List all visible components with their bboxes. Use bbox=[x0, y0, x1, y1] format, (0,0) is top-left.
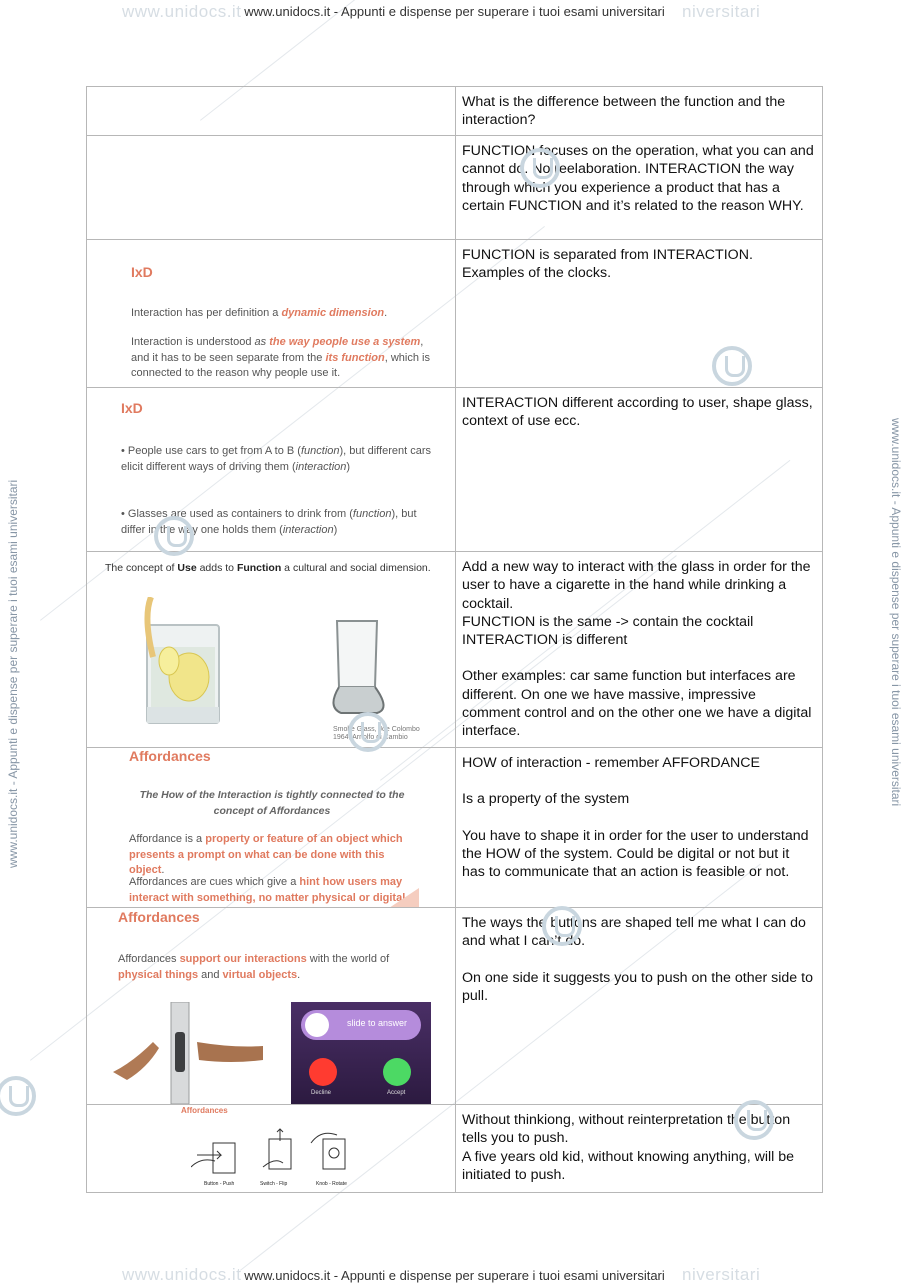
watermark-logo-icon bbox=[734, 1100, 774, 1140]
door-handle-image bbox=[113, 1002, 263, 1104]
watermark-logo-icon bbox=[0, 1076, 36, 1116]
slide-bullet: • People use cars to get from A to B (function), but different cars elicit different ways of driving them (interaction) bbox=[121, 445, 432, 473]
note-text: The ways the buttons are shaped tell me what I can do and what I can’t do. bbox=[462, 915, 806, 950]
slide-affordances-1 bbox=[87, 748, 455, 907]
slide-cell bbox=[87, 908, 456, 1105]
watermark-logo-icon bbox=[520, 148, 560, 188]
image-caption: Smoke Glass, Joe Colombo 1964, Arnolfo di Cambio bbox=[333, 726, 420, 741]
slide-affordances-3 bbox=[87, 1105, 455, 1192]
watermark-ghost-footer-tail: niversitari bbox=[682, 1265, 761, 1284]
phone-call-screen bbox=[291, 1002, 431, 1104]
accept-label: Accept bbox=[387, 1090, 406, 1096]
note-text: FUNCTION focuses on the operation, what you can and cannot do. No reelaboration. INTERACTION the way through which you experience a product that has a certain FUNCTION and it’s related to the reason WHY. bbox=[462, 143, 814, 214]
note-text: FUNCTION is the same -> contain the cocktail bbox=[462, 613, 754, 630]
slide-cell bbox=[87, 1105, 456, 1193]
phone-icon bbox=[305, 1013, 329, 1037]
watermark-logo-icon bbox=[542, 906, 582, 946]
table-row bbox=[87, 136, 823, 240]
watermark-ghost-footer: www.unidocs.it bbox=[122, 1265, 242, 1284]
slide-to-answer-label: slide to answer bbox=[347, 1018, 408, 1028]
notes-cell bbox=[456, 748, 823, 908]
slide-title: Affordances bbox=[118, 909, 200, 925]
slide-ixd-1 bbox=[87, 240, 455, 387]
table-row bbox=[87, 552, 823, 748]
watermark-ghost-header: www.unidocs.it bbox=[122, 2, 242, 21]
slide-paragraph: Affordances are cues which give a hint how users may interact with something, no matter physical or digital bbox=[129, 876, 406, 904]
note-text: INTERACTION is different bbox=[462, 632, 628, 649]
note-text: Without thinkiong, without reinterpretation the button tells you to push. bbox=[462, 1112, 791, 1147]
slide-cell-empty bbox=[87, 87, 456, 136]
slide-bullet: • Glasses are used as containers to drink from (function), but differ in the way one holds them (interaction) bbox=[121, 508, 417, 536]
notes-cell bbox=[456, 388, 823, 552]
note-text bbox=[462, 649, 816, 667]
notes-cell bbox=[456, 240, 823, 388]
note-text: What is the difference between the function and the interaction? bbox=[462, 94, 786, 129]
slide-heading: The concept of Use adds to Function a cultural and social dimension. bbox=[105, 562, 431, 574]
smoke-glass-image bbox=[327, 617, 397, 717]
notes-cell bbox=[456, 908, 823, 1105]
decline-call-icon bbox=[309, 1058, 337, 1086]
slide-paragraph: Affordances support our interactions with the world of physical things and virtual objects. bbox=[118, 953, 390, 981]
slide-title: IxD bbox=[121, 400, 143, 416]
slide-corner-graphic bbox=[379, 888, 419, 907]
watermark-side-right: www.unidocs.it - Appunti e dispense per superare i tuoi esami universitari bbox=[889, 418, 903, 807]
slide-cell bbox=[87, 552, 456, 748]
note-text bbox=[462, 772, 816, 790]
slide-paragraph: Interaction has per definition a dynamic dimension. bbox=[131, 307, 388, 319]
slide-title: IxD bbox=[131, 264, 153, 280]
notes-cell bbox=[456, 552, 823, 748]
note-text: Add a new way to interact with the glass in order for the user to have a cigarette in the hand while drinking a cocktail. bbox=[462, 559, 811, 612]
slide-title: Affordances bbox=[129, 748, 211, 764]
push-flip-rotate-illustration bbox=[191, 1127, 361, 1181]
note-text: You have to shape it in order for the user to understand the HOW of the system. Could be digital or not but it has to communicate that an action is feasible or not. bbox=[462, 827, 809, 881]
table-row bbox=[87, 87, 823, 136]
slide-use-function bbox=[87, 552, 455, 747]
cocktail-glass-image bbox=[139, 597, 229, 727]
slide-cell bbox=[87, 240, 456, 388]
notes-cell bbox=[456, 136, 823, 240]
slide-cell-empty bbox=[87, 136, 456, 240]
slide-paragraph: Interaction is understood as the way people use a system, and it has to be seen separate from the its function, which is connected to the reason why people use it. bbox=[131, 336, 430, 379]
watermark-logo-icon bbox=[712, 346, 752, 386]
table-row bbox=[87, 1105, 823, 1193]
watermark-footer: www.unidocs.it - Appunti e dispense per superare i tuoi esami universitari bbox=[244, 1268, 665, 1283]
note-text: Other examples: car same function but interfaces are different. On one we have massive, impressive comment control and on the other one we have a digital interface. bbox=[462, 668, 812, 740]
slide-to-answer-track bbox=[301, 1010, 421, 1040]
note-text bbox=[462, 809, 816, 827]
notes-cell bbox=[456, 87, 823, 136]
note-text: Is a property of the system bbox=[462, 791, 630, 808]
slide-subtitle: The How of the Interaction is tightly connected to the concept of Affordances bbox=[139, 789, 405, 817]
note-text: On one side it suggests you to push on the other side to pull. bbox=[462, 969, 813, 1004]
watermark-ghost-header-tail: niversitari bbox=[682, 2, 761, 21]
illustration-label: Knob - Rotate bbox=[316, 1181, 347, 1187]
slide-cell bbox=[87, 748, 456, 908]
slide-cell bbox=[87, 388, 456, 552]
illustration-label: Switch - Flip bbox=[260, 1181, 288, 1187]
slide-title: Affordances bbox=[181, 1106, 228, 1115]
slide-ixd-2 bbox=[87, 388, 455, 551]
watermark-header: www.unidocs.it - Appunti e dispense per superare i tuoi esami universitari bbox=[244, 4, 665, 19]
slide-paragraph: Affordance is a property or feature of an object which presents a prompt on what can be done with this object. bbox=[129, 833, 403, 876]
notes-table bbox=[86, 86, 823, 1193]
note-text: HOW of interaction - remember AFFORDANCE bbox=[462, 755, 760, 771]
slide-affordances-2 bbox=[87, 908, 455, 1104]
table-row bbox=[87, 748, 823, 908]
note-text: A five years old kid, without knowing anything, will be initiated to push. bbox=[462, 1148, 795, 1183]
watermark-side-left: www.unidocs.it - Appunti e dispense per superare i tuoi esami universitari bbox=[6, 479, 20, 868]
accept-call-icon bbox=[383, 1058, 411, 1086]
note-text bbox=[462, 951, 816, 969]
decline-label: Decline bbox=[311, 1090, 332, 1096]
watermark-logo-icon bbox=[348, 712, 388, 752]
illustration-label: Button - Push bbox=[204, 1181, 235, 1187]
note-text: INTERACTION different according to user, shape glass, context of use ecc. bbox=[462, 395, 813, 430]
watermark-logo-icon bbox=[154, 516, 194, 556]
table-row bbox=[87, 908, 823, 1105]
table-row bbox=[87, 388, 823, 552]
note-text: FUNCTION is separated from INTERACTION. bbox=[462, 247, 753, 263]
note-text: Examples of the clocks. bbox=[462, 265, 612, 282]
